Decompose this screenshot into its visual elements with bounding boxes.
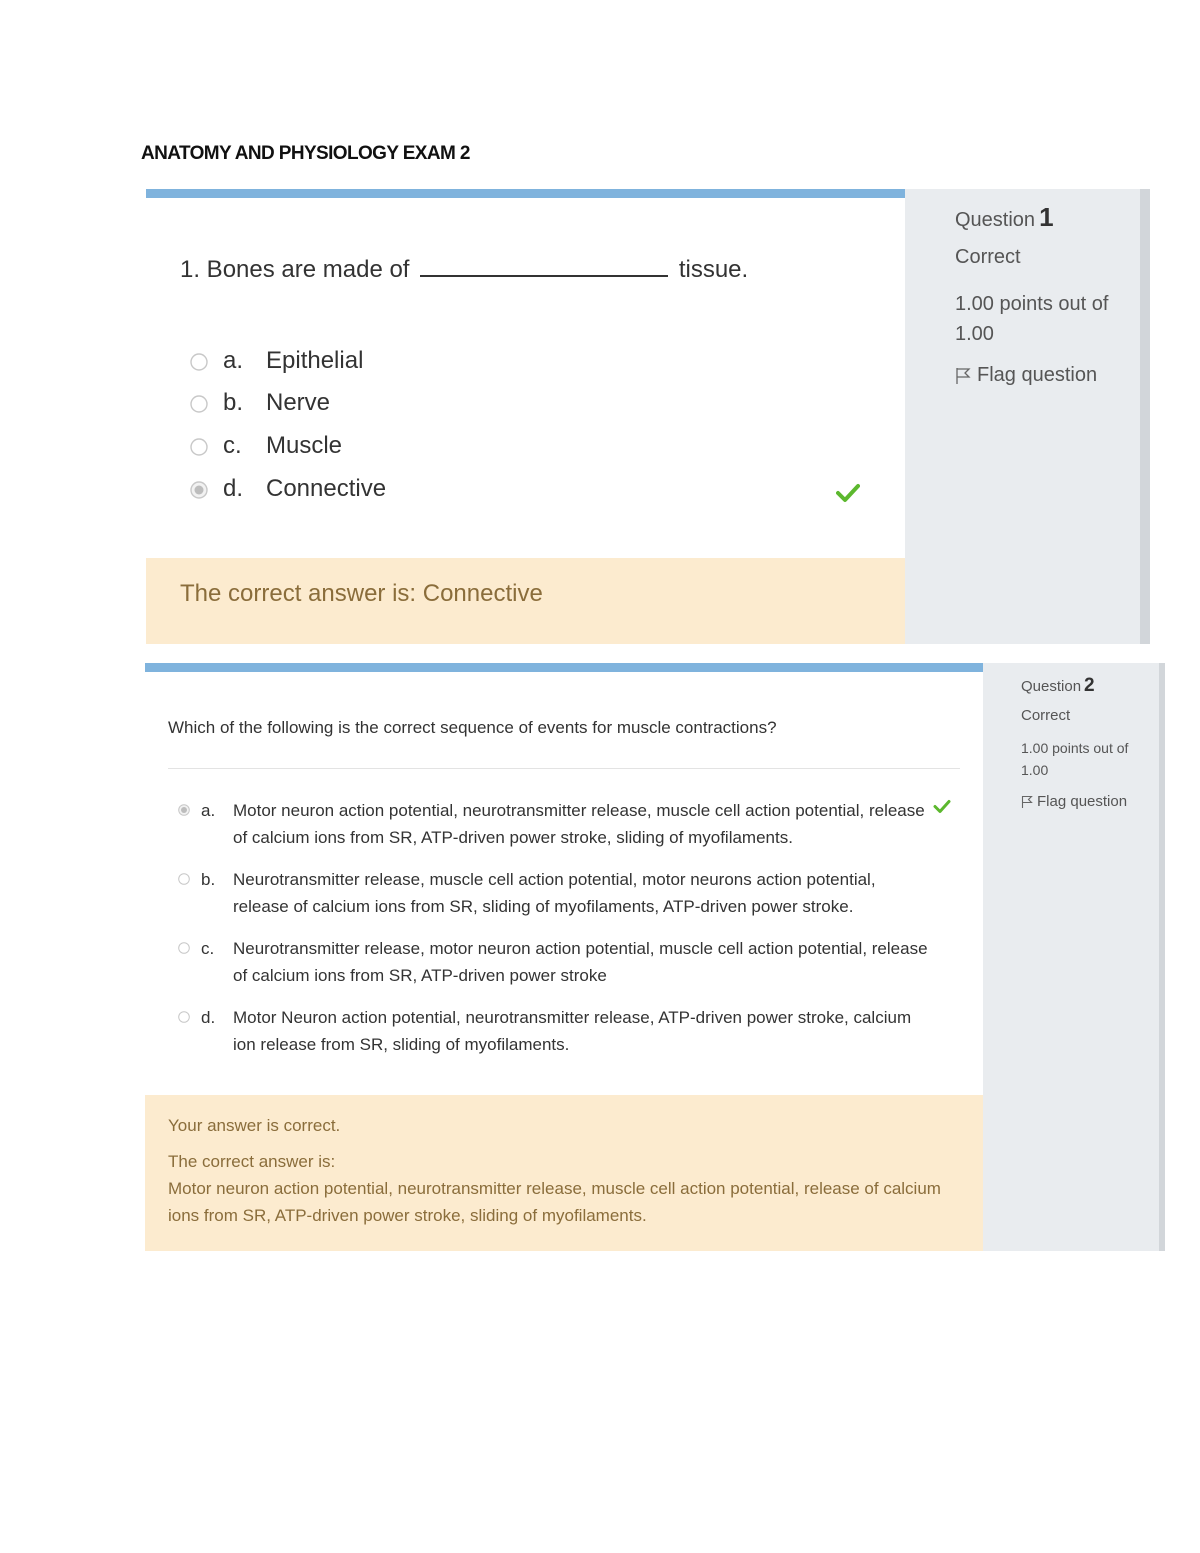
feedback-result: Your answer is correct. (168, 1116, 341, 1135)
radio-button[interactable] (178, 1011, 190, 1023)
question-2-feedback (145, 1095, 983, 1251)
radio-button[interactable] (178, 873, 190, 885)
question-1-blank (420, 257, 668, 277)
option-label: Neurotransmitter release, motor neuron action potential, muscle cell action potential, release of calcium ions from SR, ATP-driven power stroke (233, 939, 928, 985)
option-letter: b. (201, 870, 216, 889)
option-letter: a. (201, 801, 216, 820)
flag-question-label: Flag question (977, 364, 1098, 386)
question-number (955, 202, 1054, 233)
question-2-card (145, 663, 1165, 1251)
radio-button-selected[interactable] (178, 804, 190, 816)
option-label: Connective (266, 475, 387, 502)
flag-icon (1021, 795, 1033, 809)
question-1-text-after: tissue. (678, 256, 749, 283)
scrollbar[interactable] (1140, 189, 1150, 644)
feedback-correct-answer: Motor neuron action potential, neurotransmitter release, muscle cell action potential, release of calcium ions from SR, ATP-driven power stroke, sliding of myofilaments. (168, 1179, 941, 1225)
question-label: Question (1021, 678, 1082, 695)
question-label: Question (955, 209, 1036, 231)
radio-button[interactable] (178, 942, 190, 954)
radio-button[interactable] (190, 395, 208, 413)
radio-button[interactable] (190, 438, 208, 456)
radio-button-selected[interactable] (190, 481, 208, 499)
flag-question-link[interactable] (1021, 793, 1127, 810)
option-letter: b. (223, 389, 244, 416)
question-number-value: 2 (1084, 675, 1095, 696)
option-label: Nerve (266, 389, 331, 416)
correct-check-icon (836, 483, 860, 503)
question-1-feedback: The correct answer is: Connective (146, 558, 905, 644)
flag-icon (955, 367, 971, 385)
question-1-text-before: 1. Bones are made of (180, 256, 410, 283)
option-label: Neurotransmitter release, muscle cell action potential, motor neurons action potential, release of calcium ions from SR, sliding of myofilaments, ATP-driven power stroke. (233, 870, 876, 916)
feedback-correct-label: The correct answer is: (168, 1152, 336, 1171)
question-2-text: Which of the following is the correct sequence of events for muscle contractions? (168, 718, 777, 737)
option-letter: d. (201, 1008, 216, 1027)
question-1-text (180, 256, 748, 284)
option-letter: d. (223, 475, 244, 502)
flag-question-label: Flag question (1037, 793, 1128, 810)
question-1-card (146, 189, 1150, 644)
question-2-info (983, 663, 1165, 1251)
question-state: Correct (955, 246, 1021, 268)
radio-button[interactable] (190, 353, 208, 371)
option-label: Muscle (266, 432, 343, 459)
question-number (1021, 675, 1095, 697)
question-points: 1.00 points out of 1.00 (955, 293, 1109, 345)
question-number-value: 1 (1039, 202, 1054, 232)
question-points: 1.00 points out of 1.00 (1021, 740, 1129, 778)
flag-question-link[interactable] (955, 364, 1097, 387)
question-1-info (905, 189, 1150, 644)
option-label: Motor neuron action potential, neurotransmitter release, muscle cell action potential, release of calcium ions from SR, ATP-driven power stroke, sliding of myofilaments. (233, 801, 925, 847)
option-label: Motor Neuron action potential, neurotransmitter release, ATP-driven power stroke, calcium ion release from SR, sliding of myofilaments. (233, 1008, 912, 1054)
correct-check-icon (933, 799, 951, 814)
option-letter: a. (223, 347, 244, 374)
scrollbar[interactable] (1159, 663, 1165, 1251)
option-letter: c. (201, 939, 215, 958)
divider (168, 768, 960, 769)
question-state: Correct (1021, 707, 1071, 724)
option-label: Epithelial (266, 347, 364, 374)
document-title: ANATOMY AND PHYSIOLOGY EXAM 2 (141, 143, 470, 164)
option-letter: c. (223, 432, 242, 459)
